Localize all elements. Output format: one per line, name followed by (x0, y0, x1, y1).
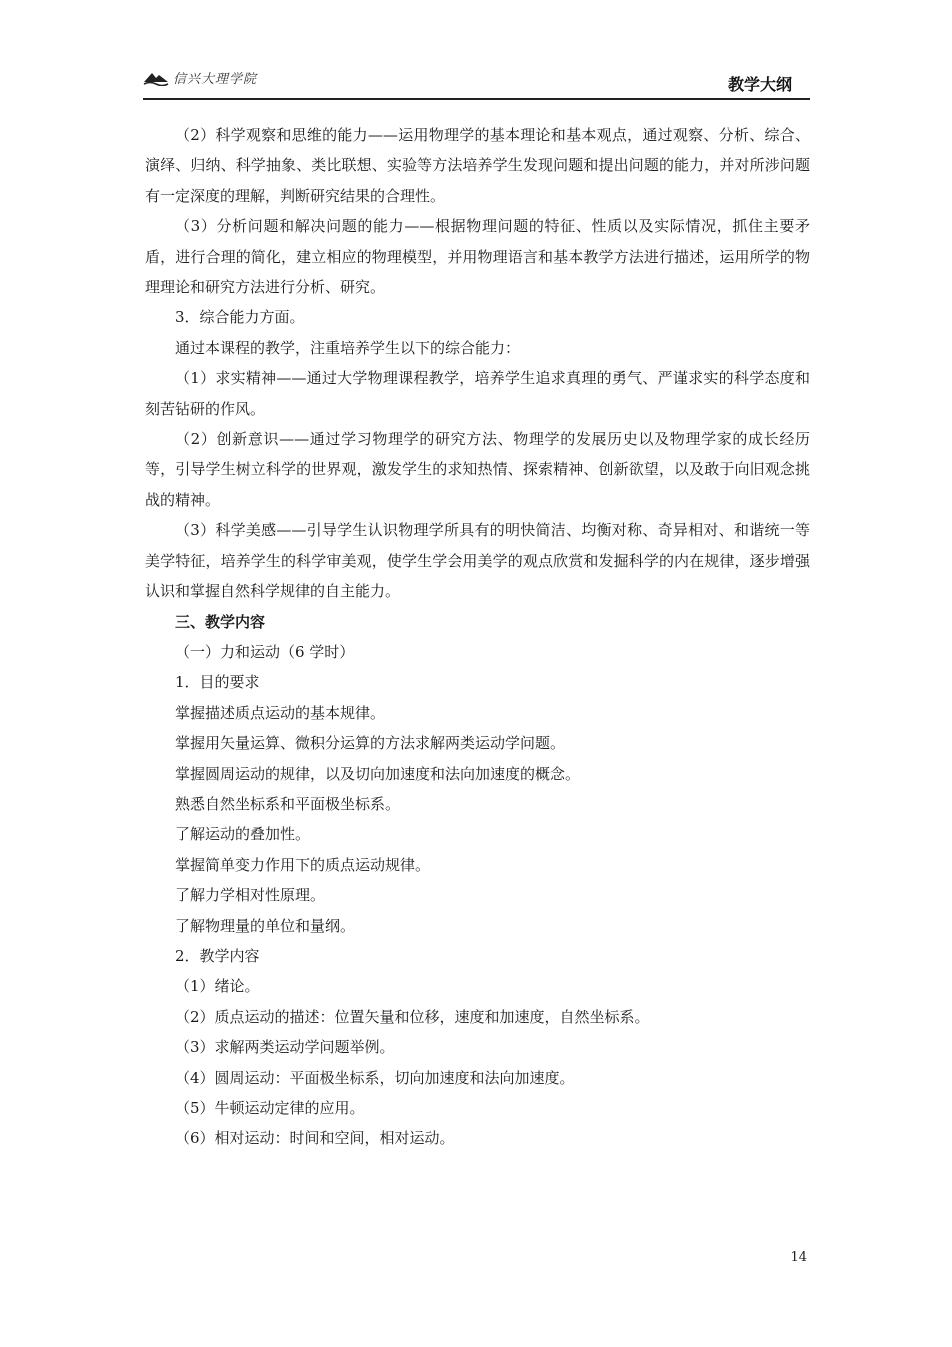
content-heading: 2．教学内容 (175, 946, 260, 965)
page-number: 14 (790, 1250, 807, 1265)
objective-item: 了解力学相对性原理。 (175, 886, 326, 905)
content-item: （1）绪论。 (175, 977, 260, 996)
objectives-heading: 1．目的要求 (175, 673, 260, 692)
paragraph: （2）创新意识——通过学习物理学的研究方法、物理学的发展历史以及物理学家的成长经历等，引导学生树立科学的世界观，激发学生的求知热情、探索精神、创新欲望，以及敢于向旧观念挑战的精神。 (145, 430, 810, 509)
objective-item: 了解物理量的单位和量纲。 (175, 916, 356, 935)
content-item: （3）求解两类运动学问题举例。 (175, 1038, 395, 1057)
objective-item: 了解运动的叠加性。 (175, 825, 311, 844)
objective-item: 掌握描述质点运动的基本规律。 (175, 703, 386, 722)
objective-item: 掌握圆周运动的规律，以及切向加速度和法向加速度的概念。 (175, 764, 581, 783)
subsection-title: （一）力和运动（6 学时） (175, 642, 355, 661)
ability-intro: 通过本课程的教学，注重培养学生以下的综合能力： (175, 338, 521, 357)
paragraph: （2）科学观察和思维的能力——运用物理学的基本理论和基本观点，通过观察、分析、综合、演绎、归纳、科学抽象、类比联想、实验等方法培养学生发现问题和提出问题的能力，并对所涉问题有一定深度的理解，判断研究结果的合理性。 (145, 126, 810, 205)
content-item: （5）牛顿运动定律的应用。 (175, 1099, 365, 1117)
logo-text: 信兴大理学院 (173, 72, 258, 87)
document-body (145, 120, 810, 1154)
school-logo (143, 68, 257, 87)
objective-item: 掌握简单变力作用下的质点运动规律。 (175, 855, 431, 874)
objective-item: 掌握用矢量运算、微积分运算的方法求解两类运动学问题。 (175, 734, 566, 753)
ability-heading: 3．综合能力方面。 (175, 308, 305, 327)
content-item: （2）质点运动的描述：位置矢量和位移，速度和加速度，自然坐标系。 (175, 1007, 650, 1026)
content-item: （4）圆周运动：平面极坐标系，切向加速度和法向加速度。 (175, 1068, 575, 1087)
section-title: 三、教学内容 (175, 612, 266, 631)
content-item: （6）相对运动：时间和空间，相对运动。 (175, 1129, 455, 1148)
header-title: 教学大纲 (727, 75, 792, 94)
objective-item: 熟悉自然坐标系和平面极坐标系。 (175, 794, 401, 813)
paragraph: （3）分析问题和解决问题的能力——根据物理问题的特征、性质以及实际情况，抓住主要矛盾，进行合理的简化，建立相应的物理模型，并用物理语言和基本教学方法进行描述，运用所学的物理理论和研究方法进行分析、研究。 (145, 217, 810, 297)
paragraph: （3）科学美感——引导学生认识物理学所具有的明快简洁、均衡对称、奇异相对、和谐统一等美学特征，培养学生的科学审美观，使学生学会用美学的观点欣赏和发掘科学的内在规律，逐步增强认识和掌握自然科学规律的自主能力。 (145, 521, 810, 601)
mountain-wave-icon (143, 70, 169, 86)
paragraph: （1）求实精神——通过大学物理课程教学，培养学生追求真理的勇气、严谨求实的科学态度和刻苦钻研的作风。 (145, 369, 810, 418)
page-header (143, 62, 810, 100)
